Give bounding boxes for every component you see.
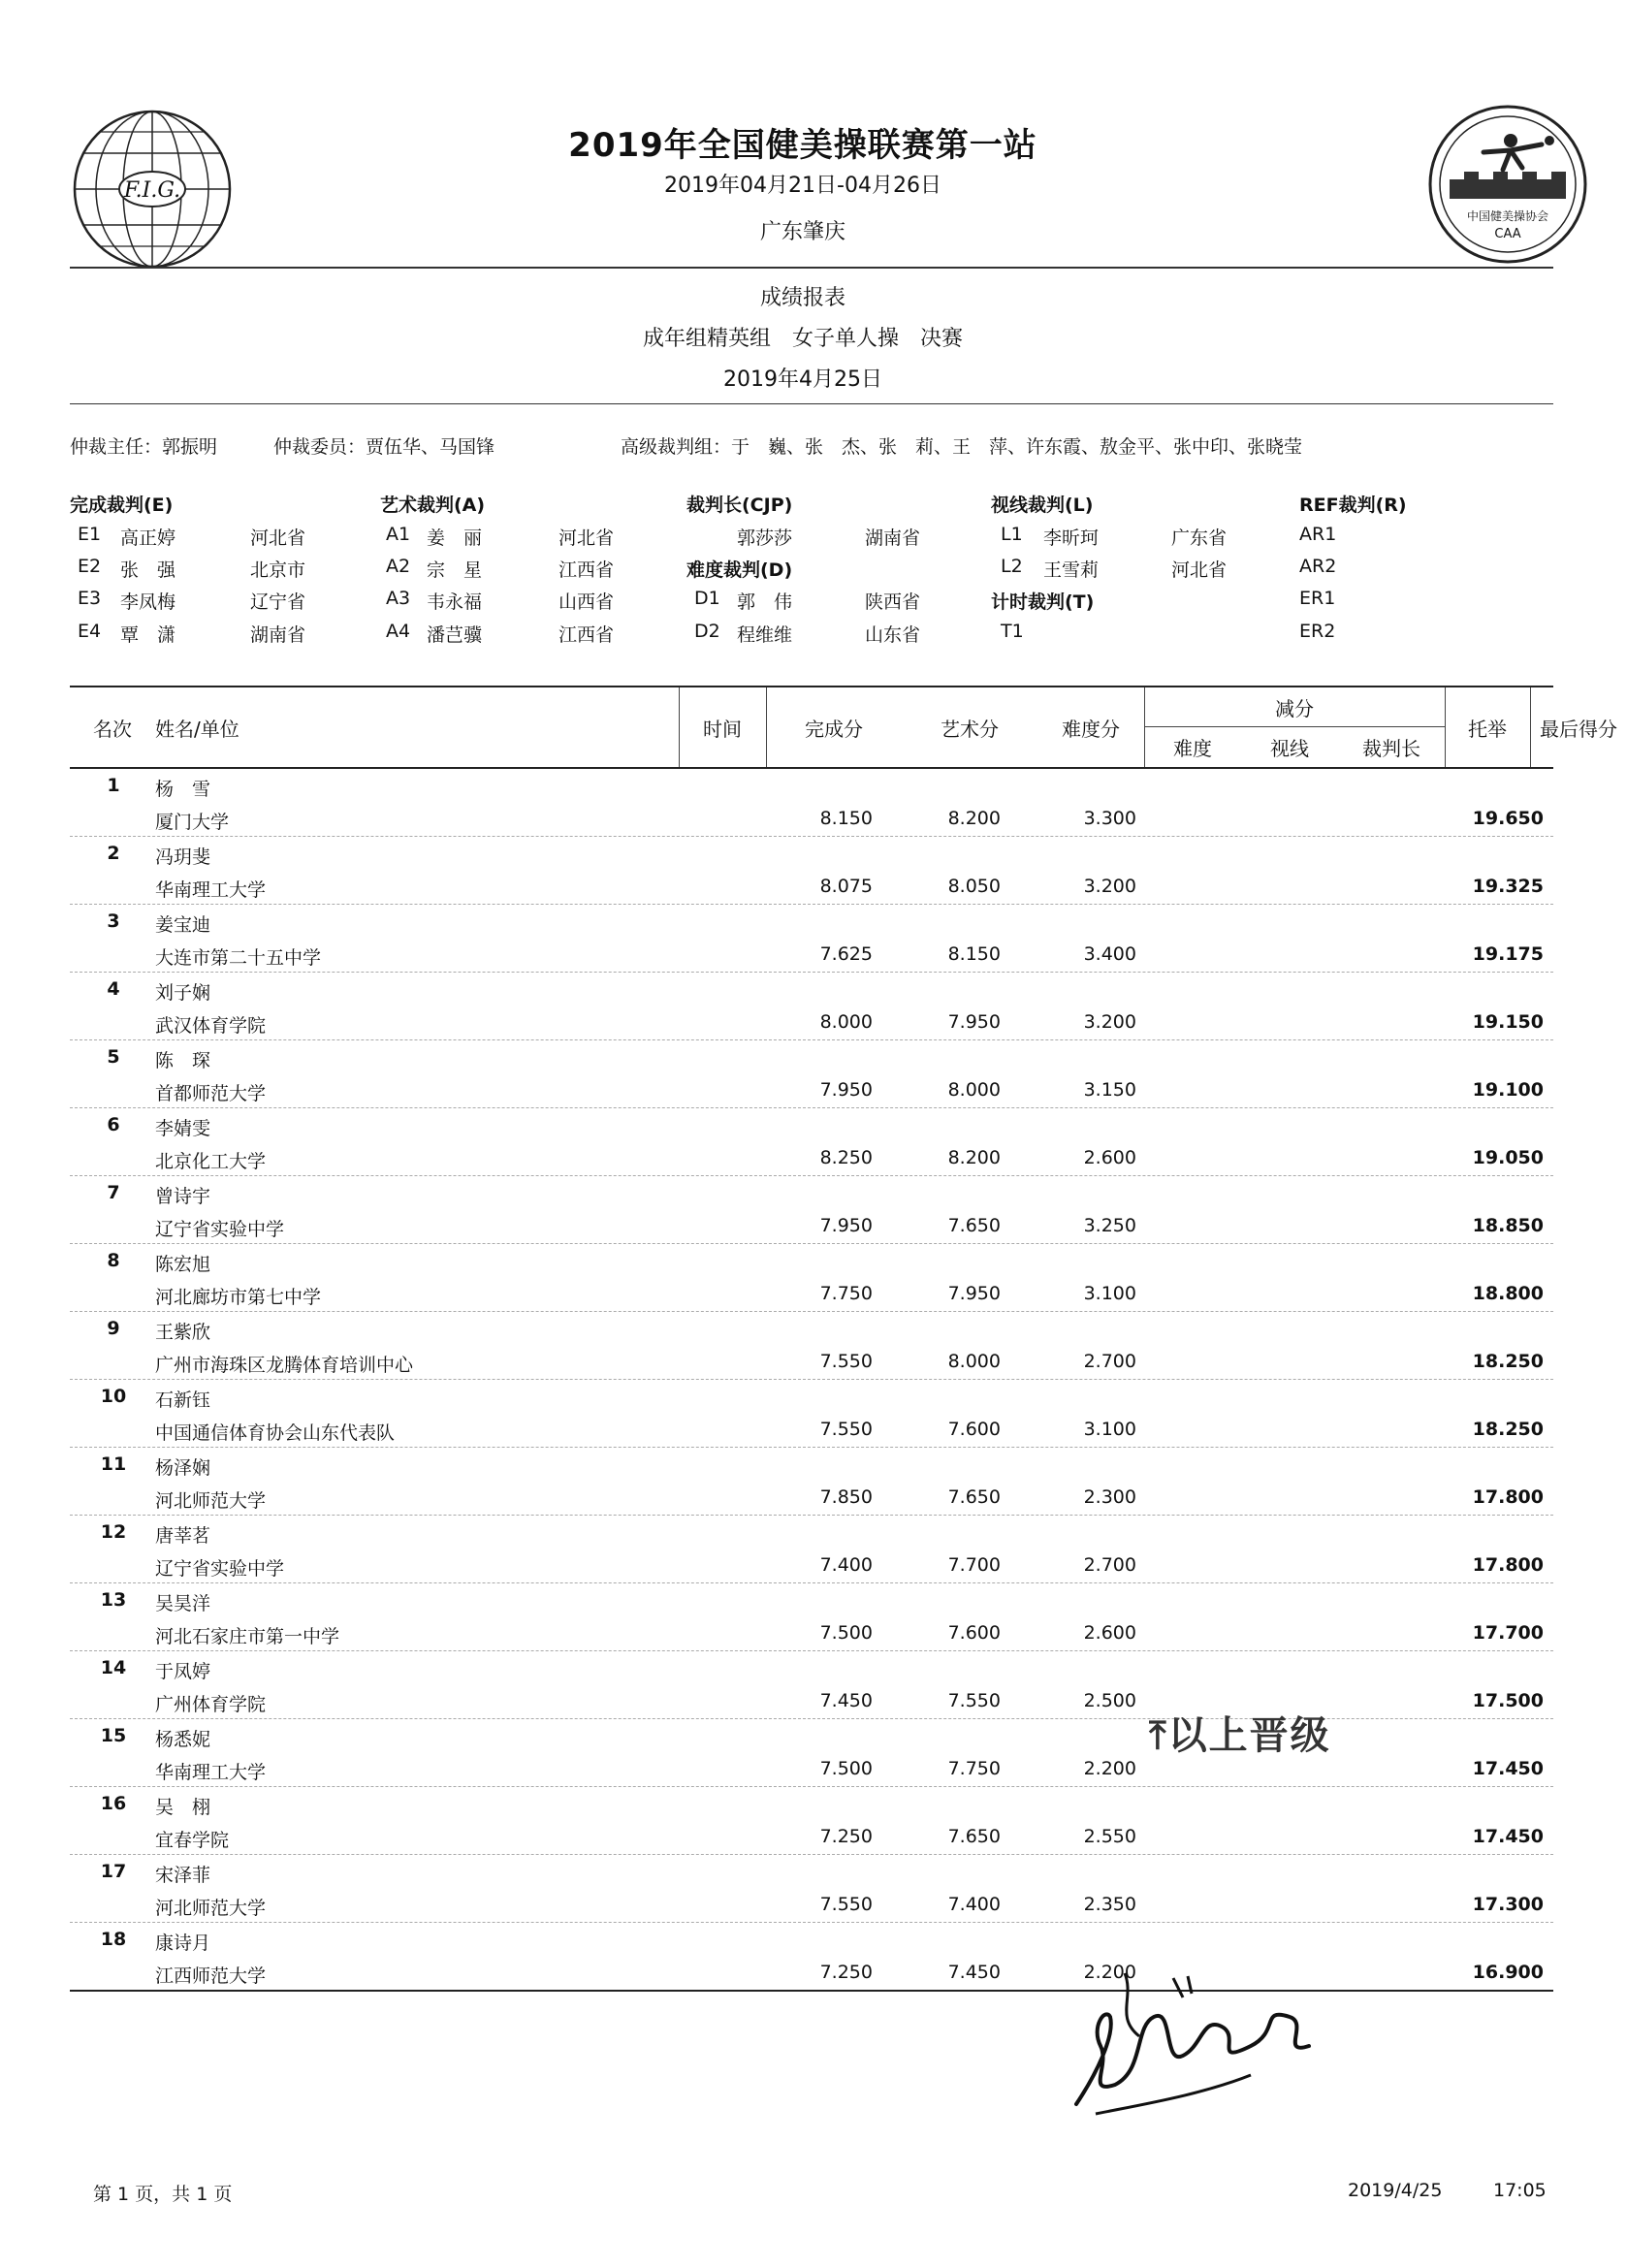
rank-cell: 10 [100,1386,127,1407]
table-row [70,1040,1553,1108]
athlete-unit: 华南理工大学 [155,879,267,901]
artistic-score: 7.750 [947,1758,1001,1779]
difficulty-score: 3.200 [1083,1011,1136,1033]
execution-score: 7.250 [819,1962,873,1983]
cjp-province: 湖南省 [865,527,921,549]
table-row [70,1312,1553,1380]
difficulty-score: 3.400 [1083,943,1136,965]
final-score: 18.850 [1472,1215,1544,1236]
difficulty-judges-title: 难度裁判(D) [686,559,793,581]
execution-score: 7.500 [819,1622,873,1644]
time-judge-code: T1 [1001,621,1024,642]
ref-judge-code: AR2 [1299,556,1337,577]
judge-signature [1057,1959,1338,2133]
judge-code: L2 [1001,556,1023,577]
table-body [70,769,1553,1992]
judge-name: 宗 星 [427,559,483,581]
senior-judges: 高级裁判组：于 巍、张 杰、张 莉、王 萍、许东霞、敖金平、张中印、张晓莹 [621,436,1303,458]
athlete-unit: 河北师范大学 [155,1490,267,1512]
table-row [70,837,1553,905]
judge-name: 高正婷 [120,527,176,549]
difficulty-score: 3.100 [1083,1283,1136,1304]
execution-score: 7.850 [819,1486,873,1508]
final-score: 19.325 [1472,876,1544,897]
athlete-name: 康诗月 [155,1933,211,1954]
rank-cell: 18 [100,1929,127,1950]
line-judges-title: 视线裁判(L) [991,495,1094,516]
athlete-name: 冯玥斐 [155,847,211,868]
header-name-unit: 姓名/单位 [155,717,239,741]
artistic-score: 8.000 [947,1351,1001,1372]
ref-judges-title: REF裁判(R) [1299,495,1407,516]
athlete-unit: 大连市第二十五中学 [155,947,322,969]
athlete-unit: 江西师范大学 [155,1965,267,1987]
judge-code: D2 [694,621,720,642]
judge-name: 李凤梅 [120,591,176,613]
judge-code: L1 [1001,524,1023,545]
athlete-unit: 北京化工大学 [155,1151,267,1172]
athlete-name: 吴昊洋 [155,1593,211,1614]
execution-judges-title: 完成裁判(E) [70,495,174,516]
athlete-unit: 河北师范大学 [155,1898,267,1919]
judge-province: 江西省 [558,559,615,581]
artistic-score: 8.000 [947,1079,1001,1101]
difficulty-score: 3.150 [1083,1079,1136,1101]
difficulty-score: 2.200 [1083,1962,1136,1983]
judge-code: E1 [78,524,102,545]
header-rank: 名次 [93,717,132,741]
judge-name: 覃 潇 [120,624,176,646]
print-time: 17:05 [1493,2180,1547,2201]
athlete-name: 杨 雪 [155,779,211,800]
athlete-unit: 武汉体育学院 [155,1015,267,1037]
artistic-score: 7.650 [947,1486,1001,1508]
athlete-name: 姜宝迪 [155,914,211,936]
ref-judge-code: ER1 [1299,588,1336,609]
final-score: 19.100 [1472,1079,1544,1101]
rank-cell: 13 [100,1589,127,1611]
artistic-score: 7.950 [947,1011,1001,1033]
athlete-name: 吴 栩 [155,1797,211,1818]
execution-score: 7.250 [819,1826,873,1847]
final-score: 19.175 [1472,943,1544,965]
table-row [70,1244,1553,1312]
athlete-name: 曾诗宇 [155,1186,211,1207]
rank-cell: 11 [100,1453,127,1475]
rank-cell: 16 [100,1793,127,1814]
athlete-name: 陈 琛 [155,1050,211,1071]
judge-province: 河北省 [250,527,306,549]
table-row [70,1583,1553,1651]
table-row [70,1787,1553,1855]
rank-cell: 9 [107,1318,120,1339]
execution-score: 7.500 [819,1758,873,1779]
difficulty-score: 3.250 [1083,1215,1136,1236]
header-ded-line: 视线 [1270,736,1309,760]
execution-score: 7.550 [819,1894,873,1915]
athlete-unit: 河北石家庄市第一中学 [155,1626,340,1647]
judge-province: 湖南省 [250,624,306,646]
cjp-name: 郭莎莎 [737,527,793,549]
judge-code: A2 [386,556,411,577]
up-arrow-icon: ⤒ [1149,1713,1168,1758]
artistic-judges-title: 艺术裁判(A) [380,495,486,516]
qualified-stamp [1149,1705,1331,1760]
artistic-score: 7.600 [947,1419,1001,1440]
artistic-score: 7.650 [947,1826,1001,1847]
difficulty-score: 3.300 [1083,808,1136,829]
table-row [70,1108,1553,1176]
artistic-score: 7.950 [947,1283,1001,1304]
athlete-unit: 广州市海珠区龙腾体育培训中心 [155,1355,414,1376]
judge-code: A4 [386,621,411,642]
judge-code: D1 [694,588,720,609]
athlete-unit: 广州体育学院 [155,1694,267,1715]
athlete-unit: 厦门大学 [155,812,230,833]
athlete-name: 杨泽娴 [155,1457,211,1479]
athlete-name: 石新钰 [155,1390,211,1411]
fig-logo-text: F.I.G. [123,178,181,203]
final-score: 17.800 [1472,1554,1544,1576]
execution-score: 7.950 [819,1079,873,1101]
time-judges-title: 计时裁判(T) [991,591,1095,613]
judge-name: 郭 伟 [737,591,793,613]
artistic-score: 7.400 [947,1894,1001,1915]
judge-name: 姜 丽 [427,527,483,549]
report-date: 2019年4月25日 [723,367,882,392]
execution-score: 7.550 [819,1419,873,1440]
judge-name: 潘芑骥 [427,624,483,646]
judge-code: A3 [386,588,411,609]
caa-logo-abbr: CAA [1494,227,1521,241]
stamp-text: 以上晋级 [1167,1713,1331,1758]
difficulty-score: 2.550 [1083,1826,1136,1847]
judge-province: 陕西省 [865,591,921,613]
judge-code: E2 [78,556,102,577]
header-divider [70,267,1553,269]
cjp-title: 裁判长(CJP) [686,495,793,516]
execution-score: 7.400 [819,1554,873,1576]
arbitration-members: 仲裁委员：贾伍华、马国锋 [273,436,495,458]
report-divider [70,403,1553,404]
print-date: 2019/4/25 [1348,2180,1443,2201]
athlete-name: 唐莘茗 [155,1525,211,1547]
artistic-score: 7.600 [947,1622,1001,1644]
final-score: 18.250 [1472,1419,1544,1440]
header-final: 最后得分 [1540,717,1617,741]
rank-cell: 1 [107,775,120,796]
judge-province: 河北省 [1171,559,1228,581]
athlete-name: 宋泽菲 [155,1865,211,1886]
execution-score: 7.550 [819,1351,873,1372]
judge-province: 江西省 [558,624,615,646]
difficulty-score: 2.200 [1083,1758,1136,1779]
table-row [70,973,1553,1040]
caa-logo-text: 中国健美操协会 [1466,209,1549,223]
judge-province: 辽宁省 [250,591,306,613]
results-table [70,686,1617,1992]
table-header [70,686,1617,769]
difficulty-score: 2.700 [1083,1351,1136,1372]
execution-score: 8.150 [819,808,873,829]
table-row [70,1176,1553,1244]
artistic-score: 8.050 [947,876,1001,897]
judge-code: E4 [78,621,102,642]
athlete-unit: 河北廊坊市第七中学 [155,1287,322,1308]
judge-province: 河北省 [558,527,615,549]
header-lift: 托举 [1468,717,1507,741]
artistic-score: 7.450 [947,1962,1001,1983]
judge-name: 韦永福 [427,591,483,613]
final-score: 19.150 [1472,1011,1544,1033]
artistic-score: 8.150 [947,943,1001,965]
artistic-score: 7.650 [947,1215,1001,1236]
arbitration-chair: 仲裁主任：郭振明 [70,436,218,458]
final-score: 19.050 [1472,1147,1544,1168]
competition-title: 2019年全国健美操联赛第一站 [568,126,1037,165]
judge-name: 王雪莉 [1043,559,1100,581]
athlete-name: 王紫欣 [155,1322,211,1343]
final-score: 19.650 [1472,808,1544,829]
table-row [70,905,1553,973]
judge-province: 山西省 [558,591,615,613]
difficulty-score: 3.200 [1083,876,1136,897]
judge-code: E3 [78,588,102,609]
event-name: 成年组精英组 女子单人操 决赛 [642,327,963,351]
execution-score: 7.950 [819,1215,873,1236]
difficulty-score: 2.600 [1083,1147,1136,1168]
judge-province: 北京市 [250,559,306,581]
header-ded-cjp: 裁判长 [1362,736,1420,760]
judge-name: 李昕珂 [1043,527,1100,549]
table-row [70,1516,1553,1583]
athlete-name: 刘子娴 [155,982,211,1004]
artistic-score: 7.550 [947,1690,1001,1711]
difficulty-score: 2.700 [1083,1554,1136,1576]
difficulty-score: 2.350 [1083,1894,1136,1915]
rank-cell: 17 [100,1861,127,1882]
ref-judge-code: ER2 [1299,621,1336,642]
difficulty-score: 2.500 [1083,1690,1136,1711]
judge-name: 程维维 [737,624,793,646]
athlete-unit: 辽宁省实验中学 [155,1558,285,1580]
table-row [70,1380,1553,1448]
judge-name: 张 强 [120,559,176,581]
athlete-unit: 华南理工大学 [155,1762,267,1783]
competition-dates: 2019年04月21日-04月26日 [664,174,941,198]
table-row [70,769,1553,837]
athlete-name: 杨悉妮 [155,1729,211,1750]
execution-score: 7.750 [819,1283,873,1304]
table-row [70,1448,1553,1516]
final-score: 18.250 [1472,1351,1544,1372]
rank-cell: 7 [107,1182,120,1203]
page-number: 第 1 页，共 1 页 [93,2184,233,2205]
judge-province: 山东省 [865,624,921,646]
header-execution: 完成分 [805,717,863,741]
difficulty-score: 2.600 [1083,1622,1136,1644]
final-score: 17.450 [1472,1826,1544,1847]
athlete-name: 李婧雯 [155,1118,211,1139]
table-row [70,1855,1553,1923]
athlete-unit: 首都师范大学 [155,1083,267,1104]
athlete-name: 于凤婷 [155,1661,211,1682]
artistic-score: 7.700 [947,1554,1001,1576]
final-score: 17.500 [1472,1690,1544,1711]
header-deductions: 减分 [1275,696,1314,720]
artistic-score: 8.200 [947,808,1001,829]
judge-province: 广东省 [1171,527,1228,549]
final-score: 16.900 [1472,1962,1544,1983]
final-score: 18.800 [1472,1283,1544,1304]
competition-location: 广东肇庆 [759,220,845,244]
execution-score: 7.625 [819,943,873,965]
execution-score: 8.075 [819,876,873,897]
rank-cell: 8 [107,1250,120,1271]
final-score: 17.800 [1472,1486,1544,1508]
rank-cell: 4 [107,978,120,1000]
report-title: 成绩报表 [759,286,845,310]
rank-cell: 14 [100,1657,127,1678]
rank-cell: 6 [107,1114,120,1135]
header-difficulty: 难度分 [1062,717,1120,741]
judge-code: A1 [386,524,411,545]
final-score: 17.450 [1472,1758,1544,1779]
final-score: 17.700 [1472,1622,1544,1644]
athlete-unit: 宜春学院 [155,1830,230,1851]
rank-cell: 5 [107,1046,120,1068]
difficulty-score: 3.100 [1083,1419,1136,1440]
athlete-unit: 辽宁省实验中学 [155,1219,285,1240]
rank-cell: 2 [107,843,120,864]
artistic-score: 8.200 [947,1147,1001,1168]
header-artistic: 艺术分 [941,717,999,741]
execution-score: 8.250 [819,1147,873,1168]
header-time: 时间 [703,717,742,741]
ref-judge-code: AR1 [1299,524,1337,545]
execution-score: 8.000 [819,1011,873,1033]
athlete-unit: 中国通信体育协会山东代表队 [155,1422,396,1444]
rank-cell: 12 [100,1521,127,1543]
difficulty-score: 2.300 [1083,1486,1136,1508]
header-ded-difficulty: 难度 [1173,736,1212,760]
execution-score: 7.450 [819,1690,873,1711]
final-score: 17.300 [1472,1894,1544,1915]
athlete-name: 陈宏旭 [155,1254,211,1275]
rank-cell: 3 [107,910,120,932]
rank-cell: 15 [100,1725,127,1746]
